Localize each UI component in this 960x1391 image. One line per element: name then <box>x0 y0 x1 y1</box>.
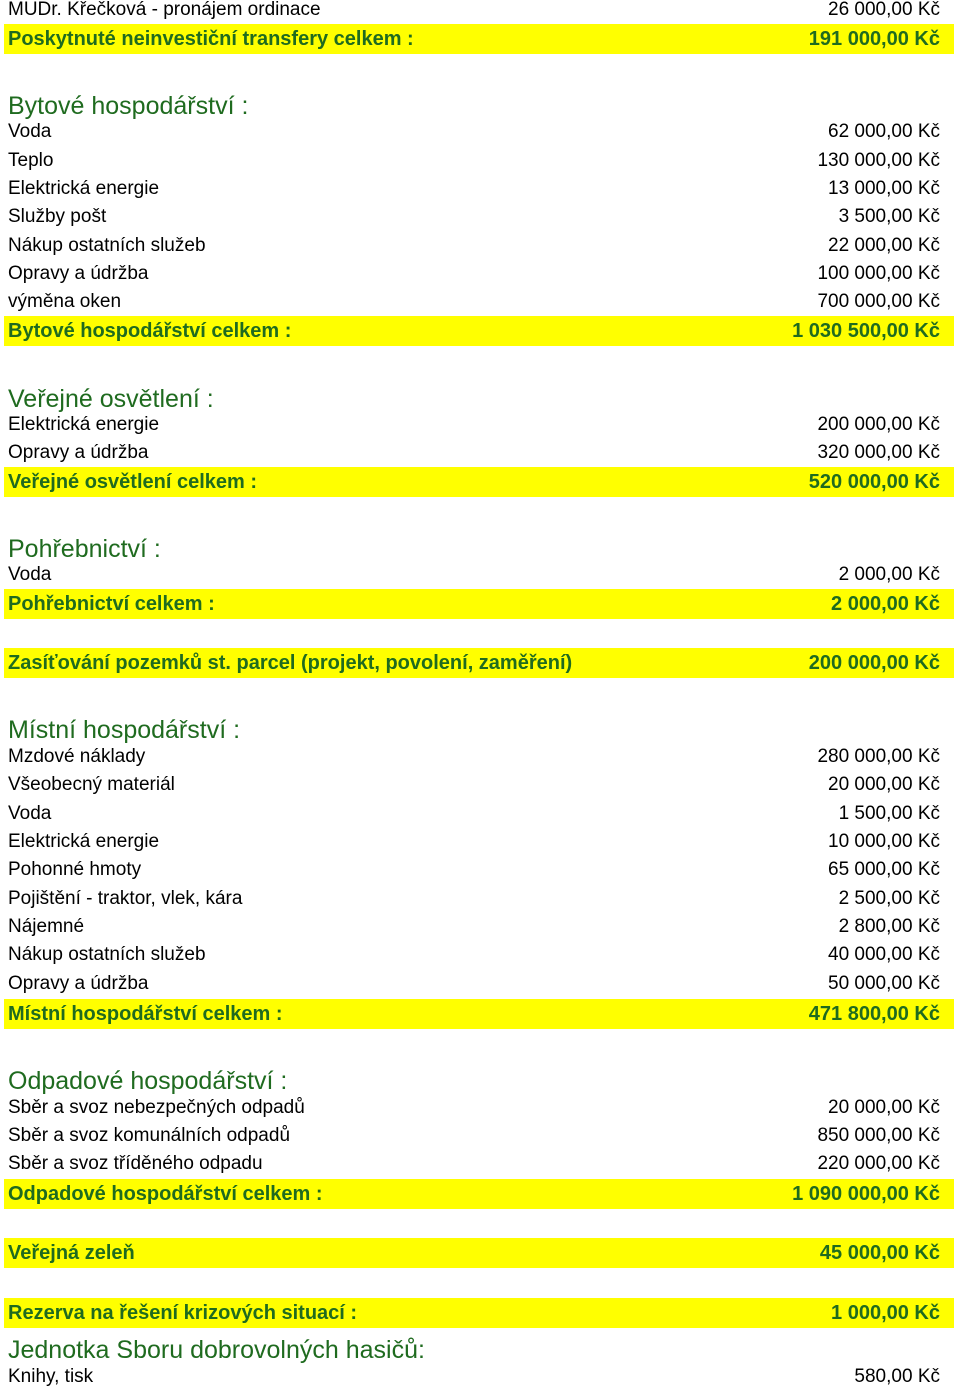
row-amount: 580,00 Kč <box>854 1366 940 1387</box>
row-label: Elektrická energie <box>8 414 160 435</box>
row-amount: 20 000,00 Kč <box>828 1097 940 1118</box>
row-label: Pojištění - traktor, vlek, kára <box>8 888 243 909</box>
row-label: Bytové hospodářství celkem : <box>8 319 292 342</box>
row-label: Voda <box>8 803 52 824</box>
row-amount: 200 000,00 Kč <box>817 414 940 435</box>
line-item <box>4 771 954 799</box>
section-heading <box>4 711 954 745</box>
line-item <box>4 147 954 175</box>
row-amount: 130 000,00 Kč <box>817 150 940 171</box>
row-label: Rezerva na řešení krizových situací : <box>8 1301 358 1324</box>
row-label: Nákup ostatních služeb <box>8 235 206 256</box>
row-amount: 50 000,00 Kč <box>828 973 940 994</box>
row-label: Místní hospodářství : <box>8 715 241 744</box>
row-label: Voda <box>8 121 52 142</box>
line-item <box>4 260 954 288</box>
line-item <box>4 743 954 771</box>
row-amount: 2 000,00 Kč <box>838 564 940 585</box>
row-amount: 62 000,00 Kč <box>828 121 940 142</box>
row-label: Nájemné <box>8 916 85 937</box>
row-amount: 1 030 500,00 Kč <box>792 319 940 342</box>
row-label: Veřejné osvětlení : <box>8 384 214 413</box>
row-amount: 1 090 000,00 Kč <box>792 1182 940 1205</box>
row-amount: 13 000,00 Kč <box>828 178 940 199</box>
row-label: Nákup ostatních služeb <box>8 944 206 965</box>
row-amount: 3 500,00 Kč <box>838 206 940 227</box>
row-amount: 280 000,00 Kč <box>817 746 940 767</box>
row-label: Pohřebnictví : <box>8 534 161 563</box>
row-label: Knihy, tisk <box>8 1366 94 1387</box>
line-item <box>4 175 954 203</box>
section-heading <box>4 1062 954 1096</box>
line-item <box>4 856 954 884</box>
row-label: Veřejná zeleň <box>8 1241 135 1264</box>
row-amount: 471 800,00 Kč <box>808 1002 940 1025</box>
row-label: Místní hospodářství celkem : <box>8 1002 283 1025</box>
row-label: Opravy a údržba <box>8 442 149 463</box>
row-amount: 100 000,00 Kč <box>817 263 940 284</box>
line-item <box>4 1122 954 1150</box>
line-item <box>4 411 954 439</box>
row-label: Sběr a svoz nebezpečných odpadů <box>8 1097 305 1118</box>
row-amount: 520 000,00 Kč <box>808 470 940 493</box>
line-item <box>4 0 954 24</box>
line-item <box>4 232 954 260</box>
total-row <box>4 1179 954 1209</box>
line-item <box>4 913 954 941</box>
line-item <box>4 561 954 589</box>
total-row <box>4 1298 954 1328</box>
line-item <box>4 1363 954 1391</box>
row-label: Poskytnuté neinvestiční transfery celkem : <box>8 27 414 50</box>
row-label: Odpadové hospodářství celkem : <box>8 1182 323 1205</box>
row-amount: 320 000,00 Kč <box>817 442 940 463</box>
row-label: Sběr a svoz komunálních odpadů <box>8 1125 291 1146</box>
row-label: Pohonné hmoty <box>8 859 142 880</box>
row-amount: 22 000,00 Kč <box>828 235 940 256</box>
line-item <box>4 828 954 856</box>
row-amount: 2 000,00 Kč <box>831 592 940 615</box>
row-amount: 26 000,00 Kč <box>828 0 940 20</box>
row-label: MUDr. Křečková - pronájem ordinace <box>8 0 321 20</box>
section-heading <box>4 380 954 414</box>
row-amount: 2 500,00 Kč <box>838 888 940 909</box>
row-label: Elektrická energie <box>8 178 160 199</box>
row-amount: 40 000,00 Kč <box>828 944 940 965</box>
row-label: Zasíťování pozemků st. parcel (projekt, povolení, zaměření) <box>8 651 573 674</box>
row-label: Veřejné osvětlení celkem : <box>8 470 258 493</box>
line-item <box>4 970 954 998</box>
line-item <box>4 203 954 231</box>
row-label: Bytové hospodářství : <box>8 91 249 120</box>
line-item <box>4 885 954 913</box>
total-row <box>4 999 954 1029</box>
row-amount: 10 000,00 Kč <box>828 831 940 852</box>
row-label: Elektrická energie <box>8 831 160 852</box>
row-amount: 20 000,00 Kč <box>828 774 940 795</box>
row-amount: 200 000,00 Kč <box>808 651 940 674</box>
row-amount: 65 000,00 Kč <box>828 859 940 880</box>
row-label: Jednotka Sboru dobrovolných hasičů: <box>8 1335 425 1364</box>
total-row <box>4 589 954 619</box>
section-heading <box>4 87 954 121</box>
row-label: Odpadové hospodářství : <box>8 1066 288 1095</box>
section-heading <box>4 1331 954 1365</box>
line-item <box>4 1150 954 1178</box>
section-heading <box>4 530 954 564</box>
row-amount: 1 500,00 Kč <box>838 803 940 824</box>
row-label: Voda <box>8 564 52 585</box>
row-label: Mzdové náklady <box>8 746 146 767</box>
row-label: Služby pošt <box>8 206 107 227</box>
row-amount: 850 000,00 Kč <box>817 1125 940 1146</box>
row-label: Sběr a svoz tříděného odpadu <box>8 1153 263 1174</box>
row-label: Teplo <box>8 150 54 171</box>
row-label: Pohřebnictví celkem : <box>8 592 215 615</box>
row-amount: 45 000,00 Kč <box>819 1241 940 1264</box>
row-label: Všeobecný materiál <box>8 774 175 795</box>
row-label: Opravy a údržba <box>8 263 149 284</box>
line-item <box>4 1094 954 1122</box>
line-item <box>4 439 954 467</box>
total-row <box>4 24 954 54</box>
line-item <box>4 288 954 316</box>
row-label: Opravy a údržba <box>8 973 149 994</box>
line-item <box>4 941 954 969</box>
row-amount: 2 800,00 Kč <box>838 916 940 937</box>
row-amount: 700 000,00 Kč <box>817 291 940 312</box>
row-amount: 191 000,00 Kč <box>808 27 940 50</box>
total-row <box>4 467 954 497</box>
line-item <box>4 118 954 146</box>
row-label: výměna oken <box>8 291 122 312</box>
row-amount: 1 000,00 Kč <box>831 1301 940 1324</box>
total-row <box>4 316 954 346</box>
row-amount: 220 000,00 Kč <box>817 1153 940 1174</box>
total-row <box>4 1238 954 1268</box>
total-row <box>4 648 954 678</box>
line-item <box>4 800 954 828</box>
